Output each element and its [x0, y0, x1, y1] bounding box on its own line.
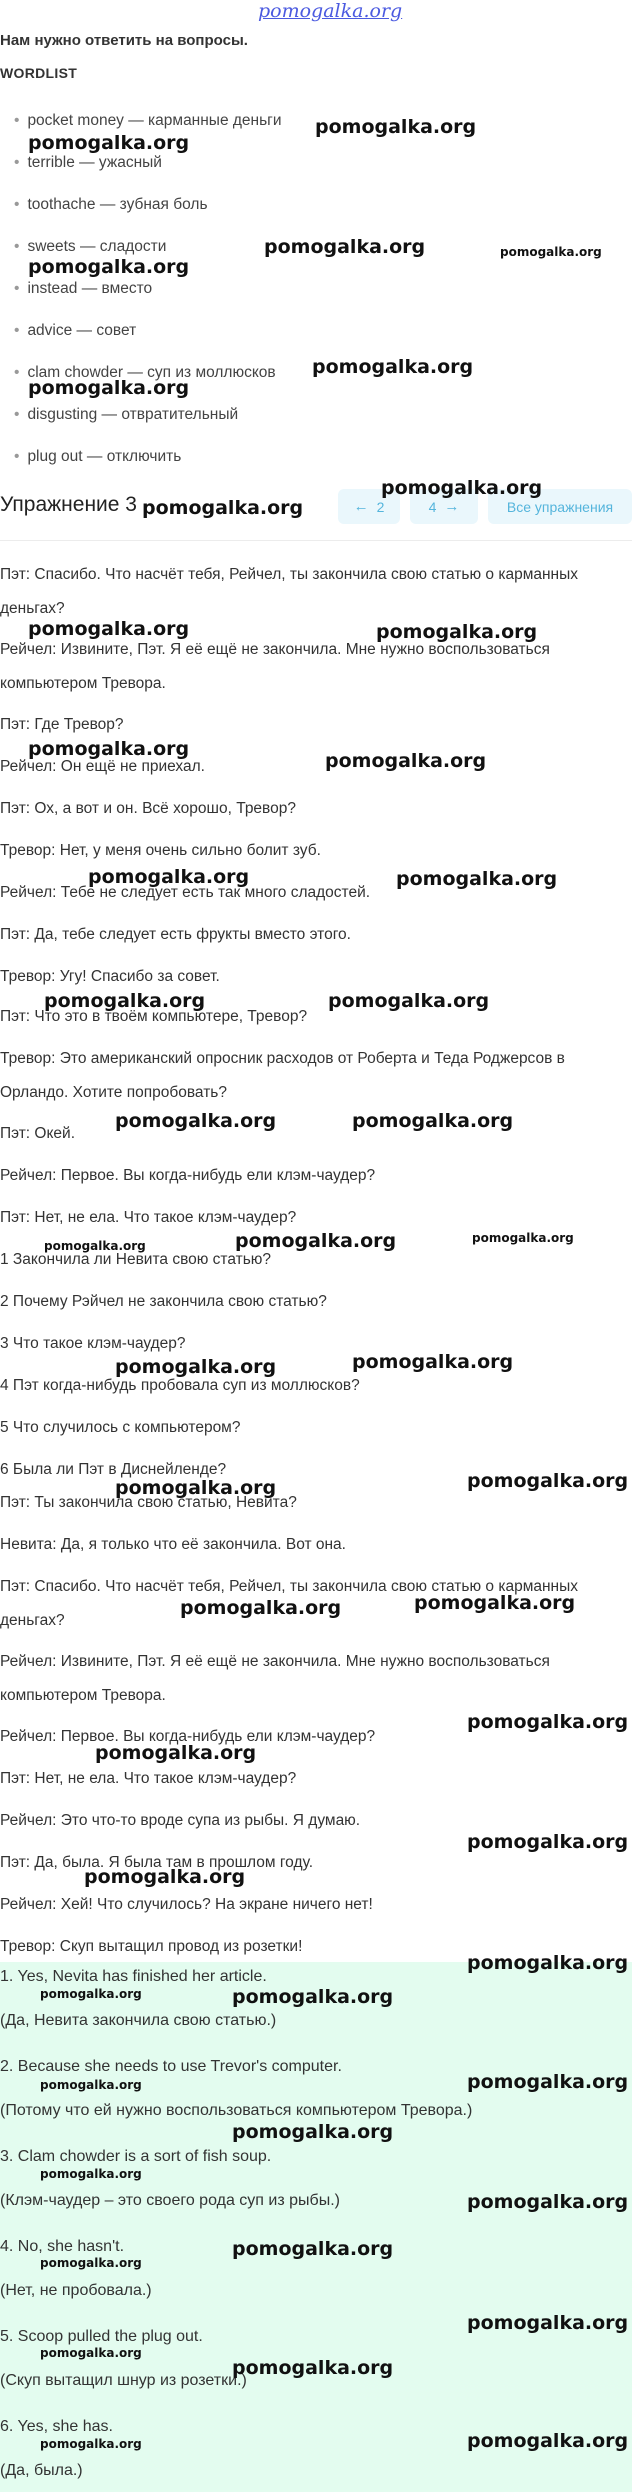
arrow-left-icon: ← [353, 498, 369, 515]
dialog-line: Рейчел: Хей! Что случилось? На экране ничего нет! [0, 1896, 373, 1913]
watermark: pomogalka.org [467, 1470, 629, 1492]
all-exercises-label: Все упражнения [506, 498, 614, 515]
dialog-line: Пэт: Окей. [0, 1125, 76, 1142]
watermark: pomogalka.org [115, 1110, 277, 1132]
watermark: pomogalka.org [315, 116, 477, 138]
watermark: pomogalka.org [44, 1239, 146, 1253]
site-logo[interactable]: pomogalka.org [258, 0, 403, 22]
watermark: pomogalka.org [40, 2437, 142, 2451]
next-exercise-number: 4 [428, 498, 437, 515]
watermark: pomogalka.org [352, 1110, 514, 1132]
dialog-line: Тревор: Нет, у меня очень сильно болит зуб. [0, 842, 321, 859]
question-line: 6 Была ли Пэт в Диснейленде? [0, 1461, 227, 1478]
watermark: pomogalka.org [467, 2191, 629, 2213]
dialog-line: Рейчел: Извините, Пэт. Я её ещё не закончила. Мне нужно воспользоваться компьютером Тревора. [0, 641, 550, 692]
answer-translation: (Скуп вытащил шнур из розетки.) [0, 2372, 247, 2389]
dialog-line: Пэт: Нет, не ела. Что такое клэм-чаудер? [0, 1209, 297, 1226]
dialog-line: Тревор: Это американский опросник расходов от Роберта и Теда Роджерсов в Орландо. Хотите попробовать? [0, 1050, 565, 1101]
watermark: pomogalka.org [235, 1230, 397, 1252]
question-line: 3 Что такое клэм-чаудер? [0, 1335, 186, 1352]
watermark: pomogalka.org [28, 738, 190, 760]
question-line: 2 Почему Рэйчел не закончила свою статью? [0, 1293, 327, 1310]
watermark: pomogalka.org [467, 2430, 629, 2452]
answer-line: 3. Clam chowder is a sort of fish soup. [0, 2148, 272, 2165]
wordlist-heading: WORDLIST [0, 65, 78, 81]
watermark: pomogalka.org [40, 2078, 142, 2092]
watermark: pomogalka.org [95, 1742, 257, 1764]
dialog-line: Пэт: Ты закончила свою статью, Невита? [0, 1494, 297, 1511]
question-line: 1 Закончила ли Невита свою статью? [0, 1251, 272, 1268]
watermark: pomogalka.org [28, 256, 190, 278]
watermark: pomogalka.org [467, 1952, 629, 1974]
watermark: pomogalka.org [88, 866, 250, 888]
answer-translation: (Да, была.) [0, 2462, 83, 2479]
watermark: pomogalka.org [44, 990, 206, 1012]
watermark: pomogalka.org [467, 1831, 629, 1853]
watermark: pomogalka.org [40, 1987, 142, 2001]
wordlist-item: • disgusting — отвратительный [14, 406, 238, 424]
watermark: pomogalka.org [142, 497, 304, 519]
watermark: pomogalka.org [376, 621, 538, 643]
answer-line: 5. Scoop pulled the plug out. [0, 2328, 203, 2345]
wordlist-item: • sweets — сладости [14, 238, 166, 256]
watermark: pomogalka.org [472, 1231, 574, 1245]
watermark: pomogalka.org [115, 1356, 277, 1378]
wordlist-item: • pocket money — карманные деньги [14, 112, 282, 130]
dialog-line: Рейчел: Это что-то вроде супа из рыбы. Я думаю. [0, 1812, 361, 1829]
prev-exercise-number: 2 [376, 498, 385, 515]
dialog-line: Пэт: Где Тревор? [0, 716, 124, 733]
watermark: pomogalka.org [84, 1866, 246, 1888]
watermark: pomogalka.org [500, 245, 602, 259]
watermark: pomogalka.org [232, 2121, 394, 2143]
watermark: pomogalka.org [28, 132, 190, 154]
dialog-line: Рейчел: Первое. Вы когда-нибудь ели клэм-чаудер? [0, 1167, 376, 1184]
wordlist-item: • terrible — ужасный [14, 154, 162, 172]
dialog-line: Пэт: Да, тебе следует есть фрукты вместо этого. [0, 926, 351, 943]
dialog-line: Пэт: Спасибо. Что насчёт тебя, Рейчел, ты закончила свою статью о карманных деньгах? [0, 566, 578, 617]
watermark: pomogalka.org [40, 2256, 142, 2270]
dialog-line: Рейчел: Тебе не следует есть так много сладостей. [0, 884, 371, 901]
watermark: pomogalka.org [264, 236, 426, 258]
watermark: pomogalka.org [414, 1592, 576, 1614]
dialog-line: Пэт: Да, была. Я была там в прошлом году. [0, 1854, 313, 1871]
answer-translation: (Да, Невита закончила свою статью.) [0, 2012, 277, 2029]
watermark: pomogalka.org [115, 1477, 277, 1499]
wordlist-item: • plug out — отключить [14, 448, 181, 466]
dialog-line: Рейчел: Первое. Вы когда-нибудь ели клэм-чаудер? [0, 1728, 376, 1745]
watermark: pomogalka.org [232, 1986, 394, 2008]
watermark: pomogalka.org [232, 2357, 394, 2379]
watermark: pomogalka.org [396, 868, 558, 890]
watermark: pomogalka.org [352, 1351, 514, 1373]
answer-translation: (Потому что ей нужно воспользоваться компьютером Тревора.) [0, 2102, 473, 2119]
arrow-right-icon: → [444, 498, 460, 515]
watermark: pomogalka.org [325, 750, 487, 772]
dialog-line: Пэт: Ох, а вот и он. Всё хорошо, Тревор? [0, 800, 296, 817]
answer-line: 1. Yes, Nevita has finished her article. [0, 1968, 267, 1985]
section-divider [0, 540, 632, 541]
answer-line: 6. Yes, she has. [0, 2418, 113, 2435]
answers-panel [0, 1962, 632, 2492]
watermark: pomogalka.org [467, 2312, 629, 2334]
wordlist-item: • clam chowder — суп из моллюсков [14, 364, 276, 382]
watermark: pomogalka.org [232, 2238, 394, 2260]
answer-translation: (Нет, не пробовала.) [0, 2282, 152, 2299]
watermark: pomogalka.org [28, 618, 190, 640]
answer-translation: (Клэм-чаудер – это своего рода суп из рыбы.) [0, 2192, 340, 2209]
watermark: pomogalka.org [312, 356, 474, 378]
question-line: 5 Что случилось с компьютером? [0, 1419, 241, 1436]
dialog-line: Пэт: Что это в твоём компьютере, Тревор? [0, 1008, 308, 1025]
dialog-line: Невита: Да, я только что её закончила. Вот она. [0, 1536, 346, 1553]
watermark: pomogalka.org [28, 377, 190, 399]
dialog-line: Пэт: Нет, не ела. Что такое клэм-чаудер? [0, 1770, 297, 1787]
dialog-line: Пэт: Спасибо. Что насчёт тебя, Рейчел, ты закончила свою статью о карманных деньгах? [0, 1578, 578, 1629]
dialog-line: Рейчел: Извините, Пэт. Я её ещё не закончила. Мне нужно воспользоваться компьютером Тревора. [0, 1653, 550, 1704]
watermark: pomogalka.org [180, 1597, 342, 1619]
dialog-line: Рейчел: Он ещё не приехал. [0, 758, 205, 775]
watermark: pomogalka.org [40, 2346, 142, 2360]
intro-text: Нам нужно ответить на вопросы. [0, 32, 248, 49]
watermark: pomogalka.org [381, 477, 543, 499]
wordlist-item: • advice — совет [14, 322, 136, 340]
watermark: pomogalka.org [328, 990, 490, 1012]
question-line: 4 Пэт когда-нибудь пробовала суп из моллюсков? [0, 1377, 360, 1394]
exercise-title: Упражнение 3 [0, 493, 137, 516]
dialog-line: Тревор: Скуп вытащил провод из розетки! [0, 1938, 303, 1955]
dialog-line: Тревор: Угу! Спасибо за совет. [0, 968, 220, 985]
answer-line: 4. No, she hasn't. [0, 2238, 125, 2255]
watermark: pomogalka.org [467, 2071, 629, 2093]
wordlist-item: • instead — вместо [14, 280, 152, 298]
watermark: pomogalka.org [467, 1711, 629, 1733]
answer-line: 2. Because she needs to use Trevor's computer. [0, 2058, 342, 2075]
wordlist-item: • toothache — зубная боль [14, 196, 208, 214]
watermark: pomogalka.org [40, 2167, 142, 2181]
